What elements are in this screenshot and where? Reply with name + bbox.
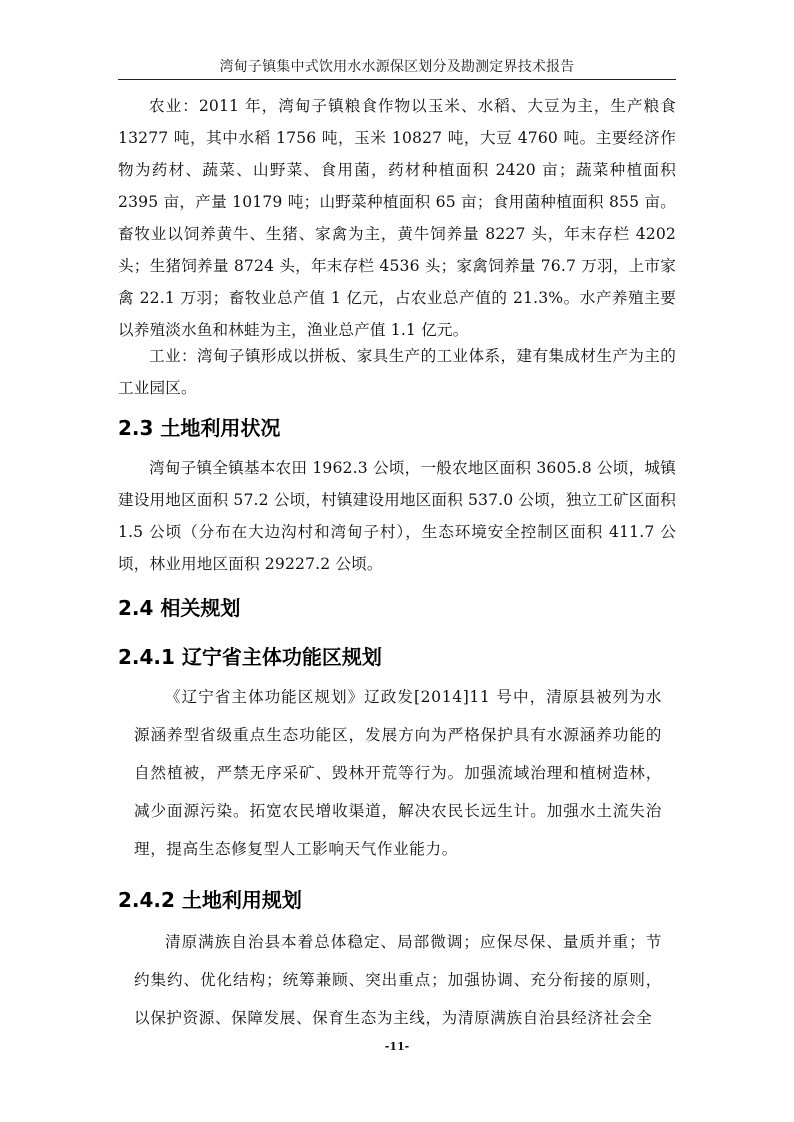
header-divider (118, 79, 676, 80)
section-heading-2-4-2: 2.4.2 土地利用规划 (118, 888, 302, 912)
section-heading-2-4: 2.4 相关规划 (118, 596, 241, 620)
paragraph-land-use: 湾甸子镇全镇基本农田 1962.3 公顷，一般农地区面积 3605.8 公顷，城镇建设用地区面积 57.2 公顷，村镇建设用地区面积 537.0 公顷，独立工矿区面积 1.5 公顷（分布在大边沟村和湾甸子村），生态环境安全控制区面积 411.7 公顷，林业用地区面积 29227.2 公顷。 (118, 459, 676, 573)
section-heading-2-3: 2.3 土地利用状况 (118, 416, 281, 440)
paragraph-industry: 工业：湾甸子镇形成以拼板、家具生产的工业体系，建有集成材生产为主的工业园区。 (118, 347, 676, 397)
running-header: 湾甸子镇集中式饮用水水源保区划分及勘测定界技术报告 (219, 59, 575, 75)
page-number: -11- (384, 1040, 410, 1053)
paragraph-liaoning-plan: 《辽宁省主体功能区规划》辽政发[2014]11 号中，清原县被列为水源涵养型省级重点生态功能区，发展方向为严格保护具有水源涵养功能的自然植被，严禁无序采矿、毁林开荒等行为。加强流域治理和植树造林，减少面源污染。拓宽农民增收渠道，解决农民长远生计。加强水土流失治理，提高生态修复型人工影响天气作业能力。 (134, 688, 662, 858)
section-heading-2-4-1: 2.4.1 辽宁省主体功能区规划 (118, 645, 382, 669)
paragraph-agriculture: 农业：2011 年，湾甸子镇粮食作物以玉米、水稻、大豆为主，生产粮食 13277 吨，其中水稻 1756 吨，玉米 10827 吨，大豆 4760 吨。主要经济作物为药材、蔬菜、山野菜、食用菌，药材种植面积 2420 亩；蔬菜种植面积 2395 亩，产量 10179 吨；山野菜种植面积 65 亩；食用菌种植面积 855 亩。畜牧业以饲养黄牛、生猪、家禽为主，黄牛饲养量 8227 头，年末存栏 4202 头；生猪饲养量 8724 头，年末存栏 4536 头；家禽饲养量 76.7 万羽，上市家禽 22.1 万羽；畜牧业总产值 1 亿元，占农业总产值的 21.3%。水产养殖主要以养殖淡水鱼和林蛙为主，渔业总产值 1.1 亿元。 (118, 97, 676, 339)
paragraph-land-plan: 清原满族自治县本着总体稳定、局部微调；应保尽保、量质并重；节约集约、优化结构；统筹兼顾、突出重点；加强协调、充分衔接的原则，以保护资源、保障发展、保育生态为主线，为清原满族自治县经济社会全 (134, 933, 662, 1027)
